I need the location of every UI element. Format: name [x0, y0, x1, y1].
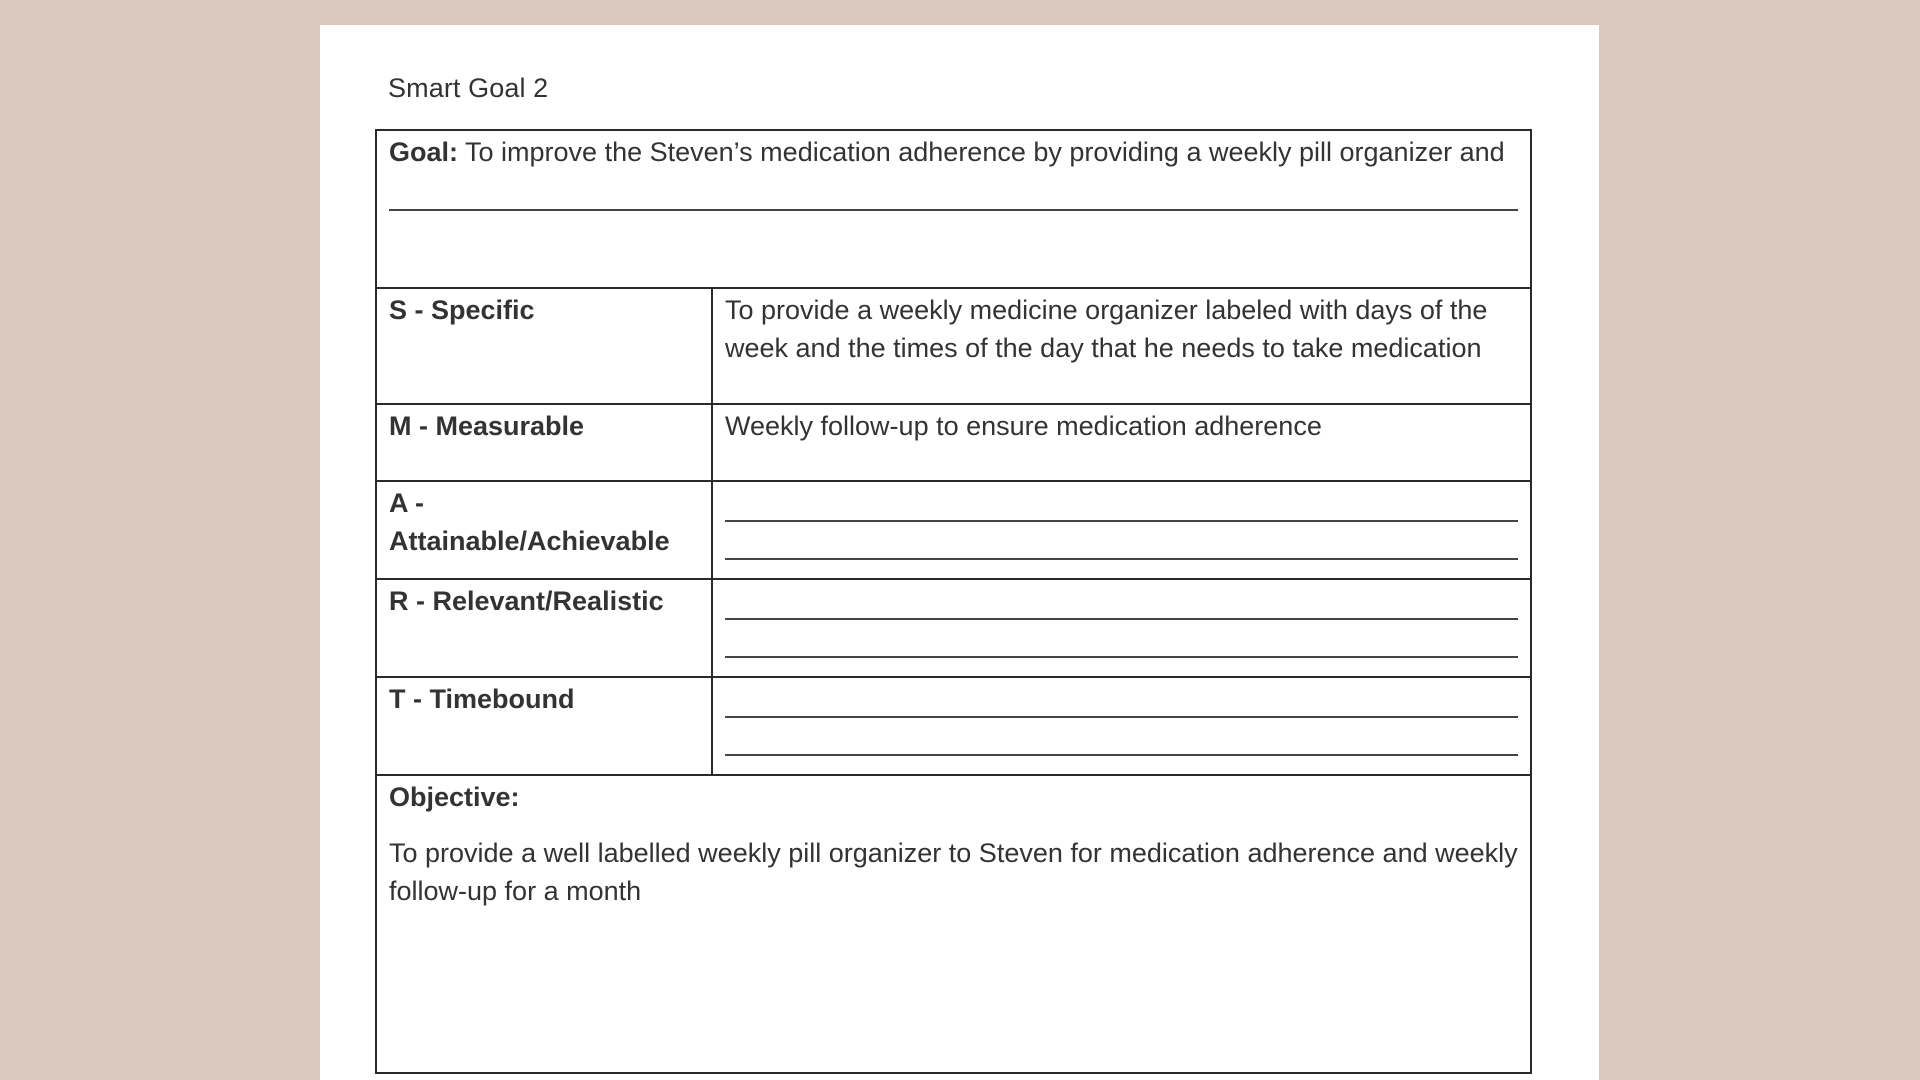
objective-text: To provide a well labelled weekly pill organizer to Steven for medication adherence and weekly follow-up for a month — [389, 838, 1518, 906]
attainable-fill-in-line[interactable] — [725, 530, 1518, 560]
relevant-fill-in-line[interactable] — [725, 590, 1518, 620]
goal-cell[interactable] — [376, 130, 1531, 288]
goal-label: Goal: — [389, 137, 459, 167]
objective-cell[interactable] — [376, 775, 1531, 1073]
table-row — [376, 481, 1531, 579]
timebound-fill-in-line[interactable] — [725, 726, 1518, 756]
smart-goal-table — [375, 129, 1532, 1074]
objective-label: Objective: — [389, 782, 520, 812]
objective-row — [376, 775, 1531, 1073]
goal-row — [376, 130, 1531, 288]
measurable-label: M - Measurable — [376, 404, 712, 481]
goal-fill-in-line[interactable] — [389, 181, 1518, 211]
measurable-value[interactable]: Weekly follow-up to ensure medication adherence — [712, 404, 1531, 481]
table-row — [376, 288, 1531, 404]
attainable-value[interactable] — [712, 481, 1531, 579]
document-page — [320, 25, 1599, 1080]
table-row — [376, 677, 1531, 775]
document-title: Smart Goal 2 — [388, 73, 549, 103]
timebound-value[interactable] — [712, 677, 1531, 775]
specific-label: S - Specific — [376, 288, 712, 404]
relevant-label: R - Relevant/Realistic — [376, 579, 712, 677]
relevant-fill-in-line[interactable] — [725, 628, 1518, 658]
goal-text: To improve the Steven’s medication adherence by providing a weekly pill organizer and — [458, 137, 1505, 167]
table-row — [376, 404, 1531, 481]
attainable-label: A - Attainable/Achievable — [376, 481, 712, 579]
relevant-value[interactable] — [712, 579, 1531, 677]
specific-value[interactable]: To provide a weekly medicine organizer labeled with days of the week and the times of the day that he needs to take medication — [712, 288, 1531, 404]
timebound-fill-in-line[interactable] — [725, 688, 1518, 718]
attainable-fill-in-line[interactable] — [725, 492, 1518, 522]
timebound-label: T - Timebound — [376, 677, 712, 775]
table-row — [376, 579, 1531, 677]
